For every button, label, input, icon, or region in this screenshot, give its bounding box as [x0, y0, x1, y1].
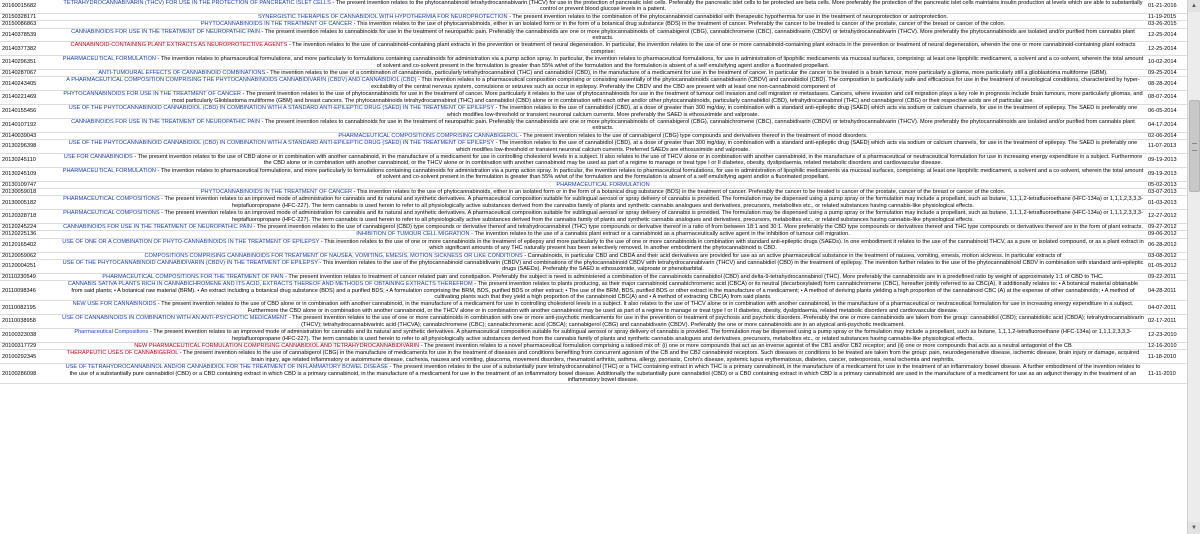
patent-title-link[interactable]: USE FOR CANNABINOIDS — [63, 153, 133, 160]
patent-number: 20120245224 — [0, 224, 60, 231]
publication-date: 09-27-2012 — [1146, 224, 1188, 231]
table-row — [0, 42, 1188, 56]
patent-title-link[interactable]: THERAPEUTIC USES OF CANNABIGEROL — [66, 350, 179, 357]
vertical-scrollbar[interactable] — [1187, 0, 1200, 534]
patent-title-link[interactable]: CANNABINOIDS FOR USE IN THE TREATMENT OF NEUROPATHIC PAIN — [71, 28, 260, 35]
patent-number: 20110038958 — [0, 315, 60, 329]
patent-number: 20130005182 — [0, 196, 60, 210]
patent-title-link[interactable]: USE OF THE PHYTOCANNABINOID CANNABIDIVARIN (CBDV) IN THE TREATMENT OF EPILEPSY — [62, 260, 318, 267]
patent-title-link[interactable]: USE OF THE PHYTOCANNABINOID CANNABIDIOL (CBD) IN COMBINATION WITH A STANDARD ANTI-EPILEPTIC DRUG (SAED) IN THE TREATMENT OF EPILEPSY — [68, 105, 495, 112]
patent-title-link[interactable]: COMPOSITIONS COMPRISING CANNABINOIDS FOR TREATMENT OF NAUSEA, VOMITING, EMESIS, MOTION SICKNESS OR LIKE CONDITIONS — [144, 252, 523, 259]
patent-title-link[interactable]: CANNABINOIDS FOR USE IN THE TREATMENT OF NEUROPATHIC PAIN — [71, 118, 260, 125]
patent-description — [60, 350, 1146, 364]
publication-date: 09-25-2014 — [1146, 70, 1188, 77]
patent-description — [60, 118, 1146, 132]
patent-abstract: - The present invention relates to a novel pharmaceutical formulation comprising a ratioed mix of: (i) one or more compounds that act as an inverse agonist of the CB1 and/or CB2 receptor; and (ii) one or more compounds that acts as a neutral antagonist of the CB — [419, 342, 1072, 349]
publication-date: 02-17-2011 — [1146, 315, 1188, 329]
patent-title-link[interactable]: USE OF TETRAHYDROCANNABINOL AND/OR CANNABIDIOL FOR THE TREATMENT OF INFLAMMATORY BOWEL DISEASE — [65, 364, 388, 371]
patent-abstract: - The invention relates to the use of a combination of cannabinoids, particularly tetrahydrocannabinol (THC) and cannabidiol (CBD), in the manufacture of a medicament for use in the treatment of cancer. In particular the cancer to be treated is a brain tumour, more particularly a glioma, more particularly still a glioblastoma multiforme (GBM). — [265, 70, 1108, 77]
table-row — [0, 13, 1188, 20]
table-row — [0, 105, 1188, 119]
patent-number: 20160015682 — [0, 0, 60, 13]
patent-number: 20130245110 — [0, 153, 60, 167]
publication-date: 12-16-2010 — [1146, 342, 1188, 349]
table-row — [0, 56, 1188, 70]
patent-title-link[interactable]: PHYTOCANNABINOIDS IN THE TREATMENT OF CANCER — [200, 188, 352, 195]
patent-title-link[interactable]: SYNERGISTIC THERAPIES OF CANNABIDIOL WITH HYPOTHERMIA FOR NEUROPROTECTION — [257, 13, 508, 20]
table-row — [0, 252, 1188, 259]
patent-number: 20140296351 — [0, 56, 60, 70]
patent-title-link[interactable]: INHIBITION OF TUMOUR CELL MIGRATION — [356, 231, 470, 238]
publication-date: 12-27-2012 — [1146, 210, 1188, 224]
patent-number: 20150328171 — [0, 13, 60, 20]
patent-description — [60, 91, 1146, 105]
patent-description — [60, 364, 1146, 384]
patent-abstract: - This invention relates to the use of the phytocannabinoid cannabidivarin (CBDV) and combinations of the phytocannabinoid CBDV with tetrahydrocannabivarin (THCV) and cannabidiol (CBD) in the treatment of epilepsy. The invention further relates to the use of the phytocannabinoid CBDV in combination with standard anti-epileptic drugs (SAEDs). Preferably the SAED is ethosuximide, valproate or phenobarbital. — [317, 260, 1144, 273]
table-row — [0, 70, 1188, 77]
patent-description — [60, 140, 1146, 154]
table-row — [0, 91, 1188, 105]
patent-number: 20130059018 — [0, 188, 60, 195]
patent-abstract: - The present invention relates to an improved mode of administration for cannabis and its natural and synthetic derivatives. A pharmaceutical composition suitable for sublingual aerosol or spray delivery of cannabis is provided. The formulation may be dispensed using a pump spray or the formulation may include a propellant, such as butane, 1,1,1,2-tetrafluoroethane (HFC-134a) or 1,1,1,2,3,3,3-heptafluoropropane (HFC-227). The term cannabis is used herein to refer to all physiologically active substances derived from the cannabis family of plants and synthetic cannabis analogues and derivatives, precursors, metabolites etc., or related substances having cannabis-like physiological effects. — [159, 210, 1143, 223]
patent-title-link[interactable]: ANTI-TUMOURAL EFFECTS OF CANNABINOID COMBINATIONS — [98, 70, 266, 77]
patent-number: 20120059062 — [0, 252, 60, 259]
publication-date: 03-26-2015 — [1146, 21, 1188, 28]
publication-date: 02-06-2014 — [1146, 132, 1188, 139]
patent-abstract: - The present invention relates to the use of phytocannabinoids for use in the treatment of cancer. More particularly it relates to the use of phytocannabinoids for use in the treatment of tumour cell invasion and cell migration or metastases. Cancers, where invasion and cell migration plays a key role in prognosis include brain tumours, more particularly gliomas, and most particularly Glioblastoma multiforme (GBM) and breast cancers. The phytocannabinoids tetrahydrocannabinol (THC) and cannabidiol (CBD) alone or in combination with each other and/or other phytocannabinoids, particularly cannabidiol (CBD), tetrahydrocannabinol (THC) and cannabigerol (CBG) or their respective acids are of particular use. — [171, 91, 1143, 104]
patent-number: 20130296398 — [0, 140, 60, 154]
patent-description — [60, 210, 1146, 224]
patent-abstract: - The invention relates to the use of cannabidiol (CBD), at a dose of greater than 300 mg/day, in combination with a standard anti-epileptic drug (SAED) which acts via sodium or calcium channels, for use in the treatment of epilepsy. The SAED is preferably one which modifies low-threshold or transient neuronal calcium currents. Preferred SAEDs are ethosuximide and valproate. — [456, 140, 1138, 153]
publication-date: 11-19-2015 — [1146, 13, 1188, 20]
patent-number: 20140243405 — [0, 77, 60, 91]
patent-title-link[interactable]: CANNABIS SATIVA PLANTS RICH IN CANNABICHROMENE AND ITS ACID, EXTRACTS THEREOF AND METHODS OF OBTAINING EXTRACTS THEREFROM — [67, 281, 473, 288]
patent-abstract: - The present invention relates to the use of cannabigerol (CBD) type compounds or derivative thereof and tetrahydrocannabinol (THC) type compounds or derivative thereof in a ratio of from between 18:1 and 30:1. More preferably the CBD type compounds or derivatives thereof and THC type compounds or derivatives thereof are in the form of plant extracts. — [251, 224, 1143, 230]
patent-title-link[interactable]: PHYTOCANNABINOIDS IN THE TREATMENT OF CANCER — [200, 21, 352, 28]
patent-number: 20150086863 — [0, 21, 60, 28]
publication-date: 12-25-2014 — [1146, 28, 1188, 42]
table-row — [0, 153, 1188, 167]
patent-title-link[interactable]: PHARMACEUTICAL COMPOSITIONS FOR THE TREATMENT OF PAIN — [102, 273, 284, 280]
patent-number: 20110082195 — [0, 301, 60, 315]
patent-title-link[interactable]: A PHARMACEUTICAL COMPOSITION COMPRISING THE PHYTOCANNABINOIDS CANNABIDIVARIN (CBDV) AND CANNABIDIOL (CBD) — [66, 77, 417, 84]
table-row — [0, 132, 1188, 139]
patent-description — [60, 21, 1146, 28]
table-row — [0, 301, 1188, 315]
publication-date: 09-06-2012 — [1146, 231, 1188, 238]
patent-title-link[interactable]: Pharmaceutical Compositions — [74, 329, 149, 336]
patent-description — [60, 301, 1146, 315]
patent-number: 20140378539 — [0, 28, 60, 42]
patent-description — [60, 188, 1146, 195]
patent-abstract: - The invention relates to the use of a cannabis plant extract or a cannabinoid as a pharmaceutically active agent in the inhibition of tumour cell migration. — [469, 231, 850, 238]
patent-abstract: - Cannabinoids, in particular CBD and CBDA and their acid derivatives are provided for use as an active pharmaceutical substance in the treatment of nausea, vomiting, emesis, motion sickness. In particular extracts of — [522, 252, 1062, 259]
scroll-up-icon[interactable]: ▲ — [1188, 0, 1200, 12]
publication-date: 04-17-2014 — [1146, 118, 1188, 132]
patent-description — [60, 167, 1146, 181]
scroll-down-icon[interactable]: ▼ — [1188, 522, 1200, 534]
patent-abstract: - The present invention relates to treatment of cancer related pain and constipation. Preferably the subject is need is administered a combination of the cannabinoids cannabidiol (CBD) and delta-9-tetrahydrocannabinol (THC). More preferably the cannabinoids are in a predefined ratio by weight of approximately 1:1 of CBD to THC. — [283, 273, 1104, 280]
patent-abstract: - This invention relates to the use of phytocannabinoids, either in an isolated form or in the form of a botanical drug substance (BDS) in the treatment of cancer. Preferably the cancer to be treated is cancer of the prostate, cancer of the breast or cancer of the colon. — [351, 21, 1006, 28]
patent-number: 20100323038 — [0, 329, 60, 343]
patent-abstract: - The present invention relates to the use of CBD alone or in combination with another cannabinoid, in the manufacture of a medicament for use in controlling cholesterol levels in a subject. It also relates to the use of THCV alone or in combination with another cannabinoid, in the manufacture of a pharmaceutical or neutraceutical formulation for use in increasing energy expenditure in a subject. Furthermore the CBD alone or in combination with another cannabinoid, or the THCV alone or in combination with another cannabinoid may be used as part of a regime to manage or treat type I or II diabetes, obesity, dyslipidaemia, related metabolic disorders and cardiovascular disease. — [132, 153, 1143, 167]
table-row — [0, 260, 1188, 274]
patent-title-link[interactable]: USE OF THE PHYTOCANNABINOID CANNABIDIOL (CBD) IN COMBINATION WITH A STANDARD ANTI-EPILEPTIC DRUG (SAED) IN THE TREATMENT OF EPILEPSY — [68, 140, 495, 147]
table-row — [0, 118, 1188, 132]
patent-number: 20110230549 — [0, 273, 60, 280]
patent-description — [60, 13, 1146, 20]
patent-number: 20100317729 — [0, 342, 60, 349]
table-row — [0, 350, 1188, 364]
publication-date: 01-05-2012 — [1146, 260, 1188, 274]
table-row — [0, 224, 1188, 231]
patent-abstract: - The present invention relates to the use of CBD alone or in combination with another cannabinoid, in the manufacture of a medicament for use in controlling cholesterol levels in a subject. It also relates to the use of THCV alone or in combination with another cannabinoid, in the manufacture of a pharmaceutical or neutraceutical formulation for use in increasing energy expenditure in a subject. Furthermore the CBD alone or in combination with another cannabinoid, or the THCV alone or in combination with another cannabinoid may be used as part of a regime to manage or treat type I or II diabetes, obesity, dyslipidaemia, related metabolic disorders and cardiovascular disease. — [156, 301, 1134, 314]
patent-title-link[interactable]: PHYTOCANNABINOIDS FOR USE IN THE TREATMENT OF CANCER — [63, 91, 241, 98]
patent-abstract: - The present invention relates to the combination of the phytocannabinoid cannabidiol with therapeutic hypothermia for use in the treatment of neuroprotection or astroprotection. — [507, 13, 949, 20]
patent-title-link[interactable]: CANNABINOID-CONTAINING PLANT EXTRACTS AS NEUROPROTECTIVE AGENTS — [70, 42, 288, 49]
publication-date: 08-28-2014 — [1146, 77, 1188, 91]
patent-abstract: - The present invention relates to the phytocannabinoid tetrahydrocannabivarin (THCV) for use in the protection of pancreatic islet cells. Preferably the pancreatic islet cells to be protected are beta cells. More preferably the protection of the pancreatic islet cells maintains insulin production at levels which are able to substantially control or prevent blood glucose levels in a patient. — [330, 0, 1143, 13]
patent-description — [60, 273, 1146, 280]
scrollbar-grip-icon — [1192, 143, 1197, 151]
publication-date: 01-21-2016 — [1146, 0, 1188, 13]
publication-date: 09-22-2011 — [1146, 273, 1188, 280]
patent-abstract: - The present invention relates to the use of one or more cannabinoids in combination with one or more anti-psychotic medicaments for use in the prevention or treatment of psychosis and psychotic disorders. Preferably the one or more cannabinoids are taken from the group: cannabidiol (CBD); cannabidiolic acid (CBDA); tetrahydrocannabivarin (THCV); tetrahydrocannabivarinic acid (THCVA); cannabichromene (CBC); cannabichromenic acid (CBCA); cannabigerol (CBG) and cannabidivarin (CBDV). Preferably the one or more cannabinoids are in an atypical anti-psychotic medicament. — [287, 315, 1144, 328]
patent-description — [60, 105, 1146, 119]
patent-number: 20140107192 — [0, 118, 60, 132]
patent-description — [60, 281, 1146, 301]
patent-abstract: - The present invention relates to cannabinoids for use in the treatment of neuropathic pain. Preferably the cannabinoids are one or more phytocannabinoids of: cannabigerol (CBG), cannabichromene (CBC), cannabidivarin (CBDV) or tetrahydrocannabivarin (THCV). More preferably the phytocannabinoids are isolated and/or purified from cannabis plant extracts. — [259, 28, 1135, 42]
patent-description — [60, 181, 1146, 188]
table-row — [0, 0, 1188, 13]
patent-title-link[interactable]: USE OF ONE OR A COMBINATION OF PHYTO-CANNABINOIDS IN THE TREATMENT OF EPILEPSY — [62, 238, 320, 245]
patent-title-link[interactable]: USE OF CANNABINOIDS IN COMBINATION WITH AN ANTI-PSYCHOTIC MEDICAMENT — [62, 315, 288, 322]
patent-title-link[interactable]: NEW PHARMACEUTICAL FORMULATION COMPRISING CANNABIDIOL AND TETRAHYDROCANNABIDIVARIN — [134, 342, 420, 349]
patent-abstract: - The present invention relates to the use of a substantially pure tetrahydrocannabinol (THC) or a THC containing extract in which THC is a primary cannabinoid, in the manufacture of a medicament for use in the treatment of an inflammatory bowel disease. A further embodiment of the invention relates to the use of a substantially pure cannabidiol (CBD) or a CBD containing extract in which CBD is a primary cannabinoid, in the manufacture of a medicament for use in the treatment of an inflammatory bowel disease. Additionally the substantially pure cannabidiol (CBD) or a CBD containing extract in which CBD is a primary cannabinoid are used in the manufacture of a medicament for use as an adjunct therapy in the treatment of an inflammatory bowel disease. — [69, 364, 1141, 383]
patent-description — [60, 153, 1146, 167]
patent-title-link[interactable]: TETRAHYDROCANNABIVARIN (THCV) FOR USE IN THE PROTECTION OF PANCREATIC ISLET CELLS — [63, 0, 331, 6]
publication-date: 09-19-2013 — [1146, 167, 1188, 181]
patent-abstract: - This invention relates to a pharmaceutical composition comprising or consisting essentially of the phytocannabinoids cannabidivarin (CBDV) and cannabidiol (CBD). The composition is particularly safe and efficacious for use in the treatment of neurological conditions, characterized by hyper-excitability of the central nervous system, convulsions or seizures such as occur in epilepsy. Preferably the CBDV and the CBD are present with at least one non-cannabinoid component of — [370, 77, 1140, 90]
patent-number: 20140287067 — [0, 70, 60, 77]
patent-abstract: - The present invention relates to plants producing, as their major cannabinoid cannabichromenic acid (CBCA) or its neutral (decarboxylated) form cannabichromene (CBC), hereafter jointly referred to as CBC(A). It additionally relates to: • A botanical material obtainable from said plants; • A botanical raw material (BRM). • An extract including a botanical drug substance (BDS) and a purified BDS; • A formulation comprising the BRM, BDS, purified BDS or other extract; • The use of the BRM, BDS, purified BDS or other extract in the manufacture of a medicament; • A method of deriving plants yielding a high proportion of the cannabinoid CBC (A) at the expense of other cannabinoids; • A method of cultivating plants such that they yield a high proportion of the cannabinoid CBC(A) and • A method of extracting CBC(A) from said plants. — [71, 281, 1139, 301]
patent-abstract: - The present invention relates to the use of cannabigerol (CBG) in the manufacture of medicaments for use in the treatment of diseases and conditions benefiting from concurrent agonism of the CB and the CB2 cannabinoid receptors. Such diseases or conditions to be treated are taken from the group: pain, neurodegenerative disease, ischemic disease, brain injury or damage, acquired brain injury, age related inflammatory or autoimmune disease, cachexia, nausea and vomiting, glaucoma, movement disorders, rheumatoid arthritis, asthma, allergy, psoriasis, Crohn's disease, systemic lupus erythematosus, diabetes, cancer, osteoporosis, renal ischemia and nephritis. — [178, 350, 1140, 363]
table-row — [0, 364, 1188, 384]
patent-title-link[interactable]: PHARMACEUTICAL COMPOSITIONS — [63, 210, 160, 217]
patent-title-link[interactable]: PHARMACEUTICAL COMPOSITIONS COMPRISING CANNABIGEROL — [338, 132, 519, 139]
patent-description — [60, 329, 1146, 343]
patent-number: 20120328718 — [0, 210, 60, 224]
publication-date: 01-03-2013 — [1146, 196, 1188, 210]
patent-abstract: - The present invention relates to an improved mode of administration for cannabis and its natural and synthetic derivatives. A pharmaceutical composition suitable for sublingual aerosol or spray delivery of cannabis is provided. The formulation may be dispensed using a pump spray or the formulation may include a propellant, such as butane, 1,1,1,2-tetrafluoroethane (HFC-134a) or 1,1,1,2,3,3,3-heptafluoropropane (HFC-227). The term cannabis is used herein to refer to all physiologically active substances derived from the cannabis family of plants and synthetic cannabis analogues and derivatives, precursors, metabolites etc., or related substances having cannabis-like physiological effects. — [148, 329, 1132, 342]
patent-title-link[interactable]: PHARMACEUTICAL FORMULATION — [62, 167, 156, 174]
patent-description — [60, 0, 1146, 13]
table-row — [0, 315, 1188, 329]
patent-description — [60, 315, 1146, 329]
table-row — [0, 238, 1188, 252]
patent-number: 20120165402 — [0, 238, 60, 252]
publication-date: 10-02-2014 — [1146, 56, 1188, 70]
table-row — [0, 181, 1188, 188]
patent-title-link[interactable]: NEW USE FOR CANNABINOIDS — [72, 301, 157, 308]
patent-abstract: - The present invention relates to cannabinoids for use in the treatment of neuropathic pain. Preferably the cannabinoids are one or more phytocannabinoids of: cannabigerol (CBG), cannabichromene (CBC), cannabidivarin (CBDV) or tetrahydrocannabivarin (THCV). More preferably the phytocannabinoids are isolated and/or purified from cannabis plant extracts. — [259, 118, 1135, 132]
patent-description — [60, 224, 1146, 231]
patent-number: 20130109747 — [0, 181, 60, 188]
patent-number: 20140377382 — [0, 42, 60, 56]
publication-date: 08-07-2014 — [1146, 91, 1188, 105]
table-row — [0, 281, 1188, 301]
table-row — [0, 140, 1188, 154]
publication-date: 11-18-2010 — [1146, 350, 1188, 364]
publication-date: 11-11-2010 — [1146, 364, 1188, 384]
publication-date: 06-28-2012 — [1146, 238, 1188, 252]
table-row — [0, 273, 1188, 280]
patent-description — [60, 260, 1146, 274]
table-row — [0, 188, 1188, 195]
patent-description — [60, 28, 1146, 42]
patent-abstract: - The invention relates to pharmaceutical formulations, and more particularly to formulations containing cannabinoids for administration via a pump action spray. In particular, the invention relates to pharmaceutical formulations, for use in administration of lipophilic medicaments via mucosal surfaces, comprising: at least one lipophilic medicament, a solvent and a co-solvent, wherein the total amount of solvent and co-solvent present in the formulation is greater than 55% wt/wt of the formulation and the formulation is absent of a self emulsifying agent and/or a fluorinated propellant. — [155, 56, 1144, 69]
publication-date: 12-25-2014 — [1146, 42, 1188, 56]
table-row — [0, 28, 1188, 42]
patent-description — [60, 238, 1146, 252]
patent-abstract: - The invention relates to the use of cannabinoid-containing plant extracts in the prevention or treatment of neural degeneration. In particular, the invention relates to the use of one or more cannabinoid-containing plant extracts in the prevention or treatment of neural degeneration, wherein the one or more cannabinoid-containing plant extracts comprise: — [287, 42, 1136, 55]
patent-abstract: - The invention relates to the use of cannabidiol (CBD), at a dose of greater than 300 mg/day, in combination with a standard anti-epileptic drug (SAED) which acts via sodium or calcium channels, for use in the treatment of epilepsy. The SAED is preferably one which modifies low-threshold or transient neuronal calcium currents. More preferably the SAED is ethosuximide and valproate. — [446, 105, 1138, 118]
table-row — [0, 21, 1188, 28]
publication-date: 04-07-2011 — [1146, 301, 1188, 315]
table-row — [0, 342, 1188, 349]
patent-description — [60, 56, 1146, 70]
patent-number: 20130245109 — [0, 167, 60, 181]
patent-number: 20100286098 — [0, 364, 60, 384]
patent-number: 20120004251 — [0, 260, 60, 274]
patent-description — [60, 70, 1146, 77]
publication-date: 09-19-2013 — [1146, 153, 1188, 167]
patent-number: 20110098346 — [0, 281, 60, 301]
patent-abstract: - The present invention relates to an improved mode of administration for cannabis and its natural and synthetic derivatives. A pharmaceutical composition suitable for sublingual aerosol or spray delivery of cannabis is provided. The formulation may be dispensed using a pump spray or the formulation may include a propellant, such as butane, 1,1,1,2-tetrafluoroethane (HFC-134a) or 1,1,1,2,3,3,3-heptafluoropropane (HFC-227). The term cannabis is used herein to refer to all physiologically active substances derived from the cannabis family of plants and synthetic cannabis analogues and derivatives, precursors, metabolites etc., or related substances having cannabis-like physiological effects. — [159, 196, 1143, 209]
patent-description — [60, 77, 1146, 91]
patent-number: 20140155456 — [0, 105, 60, 119]
table-row — [0, 210, 1188, 224]
patent-number: 20100292345 — [0, 350, 60, 364]
patent-description — [60, 196, 1146, 210]
scrollbar-thumb[interactable] — [1189, 100, 1200, 192]
table-row — [0, 167, 1188, 181]
publication-date: 06-05-2014 — [1146, 105, 1188, 119]
patent-abstract: - This invention relates to the use of one or more cannabinoids in the treatment of epilepsy and more particularly to the use of one or more cannabinoids in combination with standard anti-epileptic drugs (SAEDs). In one embodiment it relates to the use of the cannabinoid THCV, as a pure or isolated compound, or as a plant extract in which significant amounts of any THC naturally present has been selectively removed. In another embodiment the phytocannabinoid is CBD. — [319, 238, 1144, 252]
patent-description — [60, 42, 1146, 56]
patent-abstract: - The invention relates to pharmaceutical formulations, and more particularly to formulations containing cannabinoids for administration via a pump action spray. In particular, the invention relates to pharmaceutical formulations, for use in administration of lipophilic medicaments via mucosal surfaces, comprising: at least one lipophilic medicament, a solvent and a co-solvent, wherein the total amount of solvent and co-solvent present in the formulation is greater than 55% wt/wt of the formulation and the formulation is absent of a self emulsifying agent and/or a fluorinated propellant. — [155, 167, 1144, 181]
publication-date: 12-23-2010 — [1146, 329, 1188, 343]
table-row — [0, 196, 1188, 210]
patent-number: 20140221469 — [0, 91, 60, 105]
publication-date: 05-02-2013 — [1146, 181, 1188, 188]
patent-description — [60, 231, 1146, 238]
table-row — [0, 77, 1188, 91]
table-row — [0, 231, 1188, 238]
patent-number: 20140039043 — [0, 132, 60, 139]
publication-date: 11-07-2013 — [1146, 140, 1188, 154]
patent-abstract: - This invention relates to the use of phytocannabinoids, either in an isolated form or in the form of a botanical drug substance (BDS) in the treatment of cancer. Preferably the cancer to be treated is cancer of the prostate, cancer of the breast or cancer of the colon. — [351, 188, 1006, 195]
publication-date: 03-08-2012 — [1146, 252, 1188, 259]
patent-description — [60, 132, 1146, 139]
publication-date: 04-28-2011 — [1146, 281, 1188, 301]
publication-date: 03-07-2013 — [1146, 188, 1188, 195]
patent-title-link[interactable]: PHARMACEUTICAL FORMULATION — [556, 181, 650, 188]
patent-title-link[interactable]: CANNABINOIDS FOR USE IN THE TREATMENT OF NEUROPATHIC PAIN — [63, 224, 252, 230]
table-row — [0, 329, 1188, 343]
patent-number: 20120225136 — [0, 231, 60, 238]
patent-title-link[interactable]: PHARMACEUTICAL COMPOSITIONS — [63, 196, 160, 203]
patent-description — [60, 342, 1146, 349]
patent-title-link[interactable]: PHARMACEUTICAL FORMULATION — [62, 56, 156, 63]
patent-description — [60, 252, 1146, 259]
patent-abstract: - The present invention relates to the use of cannabigerol (CBG) type compounds and derivatives thereof in the treatment of mood disorders. — [518, 132, 868, 139]
